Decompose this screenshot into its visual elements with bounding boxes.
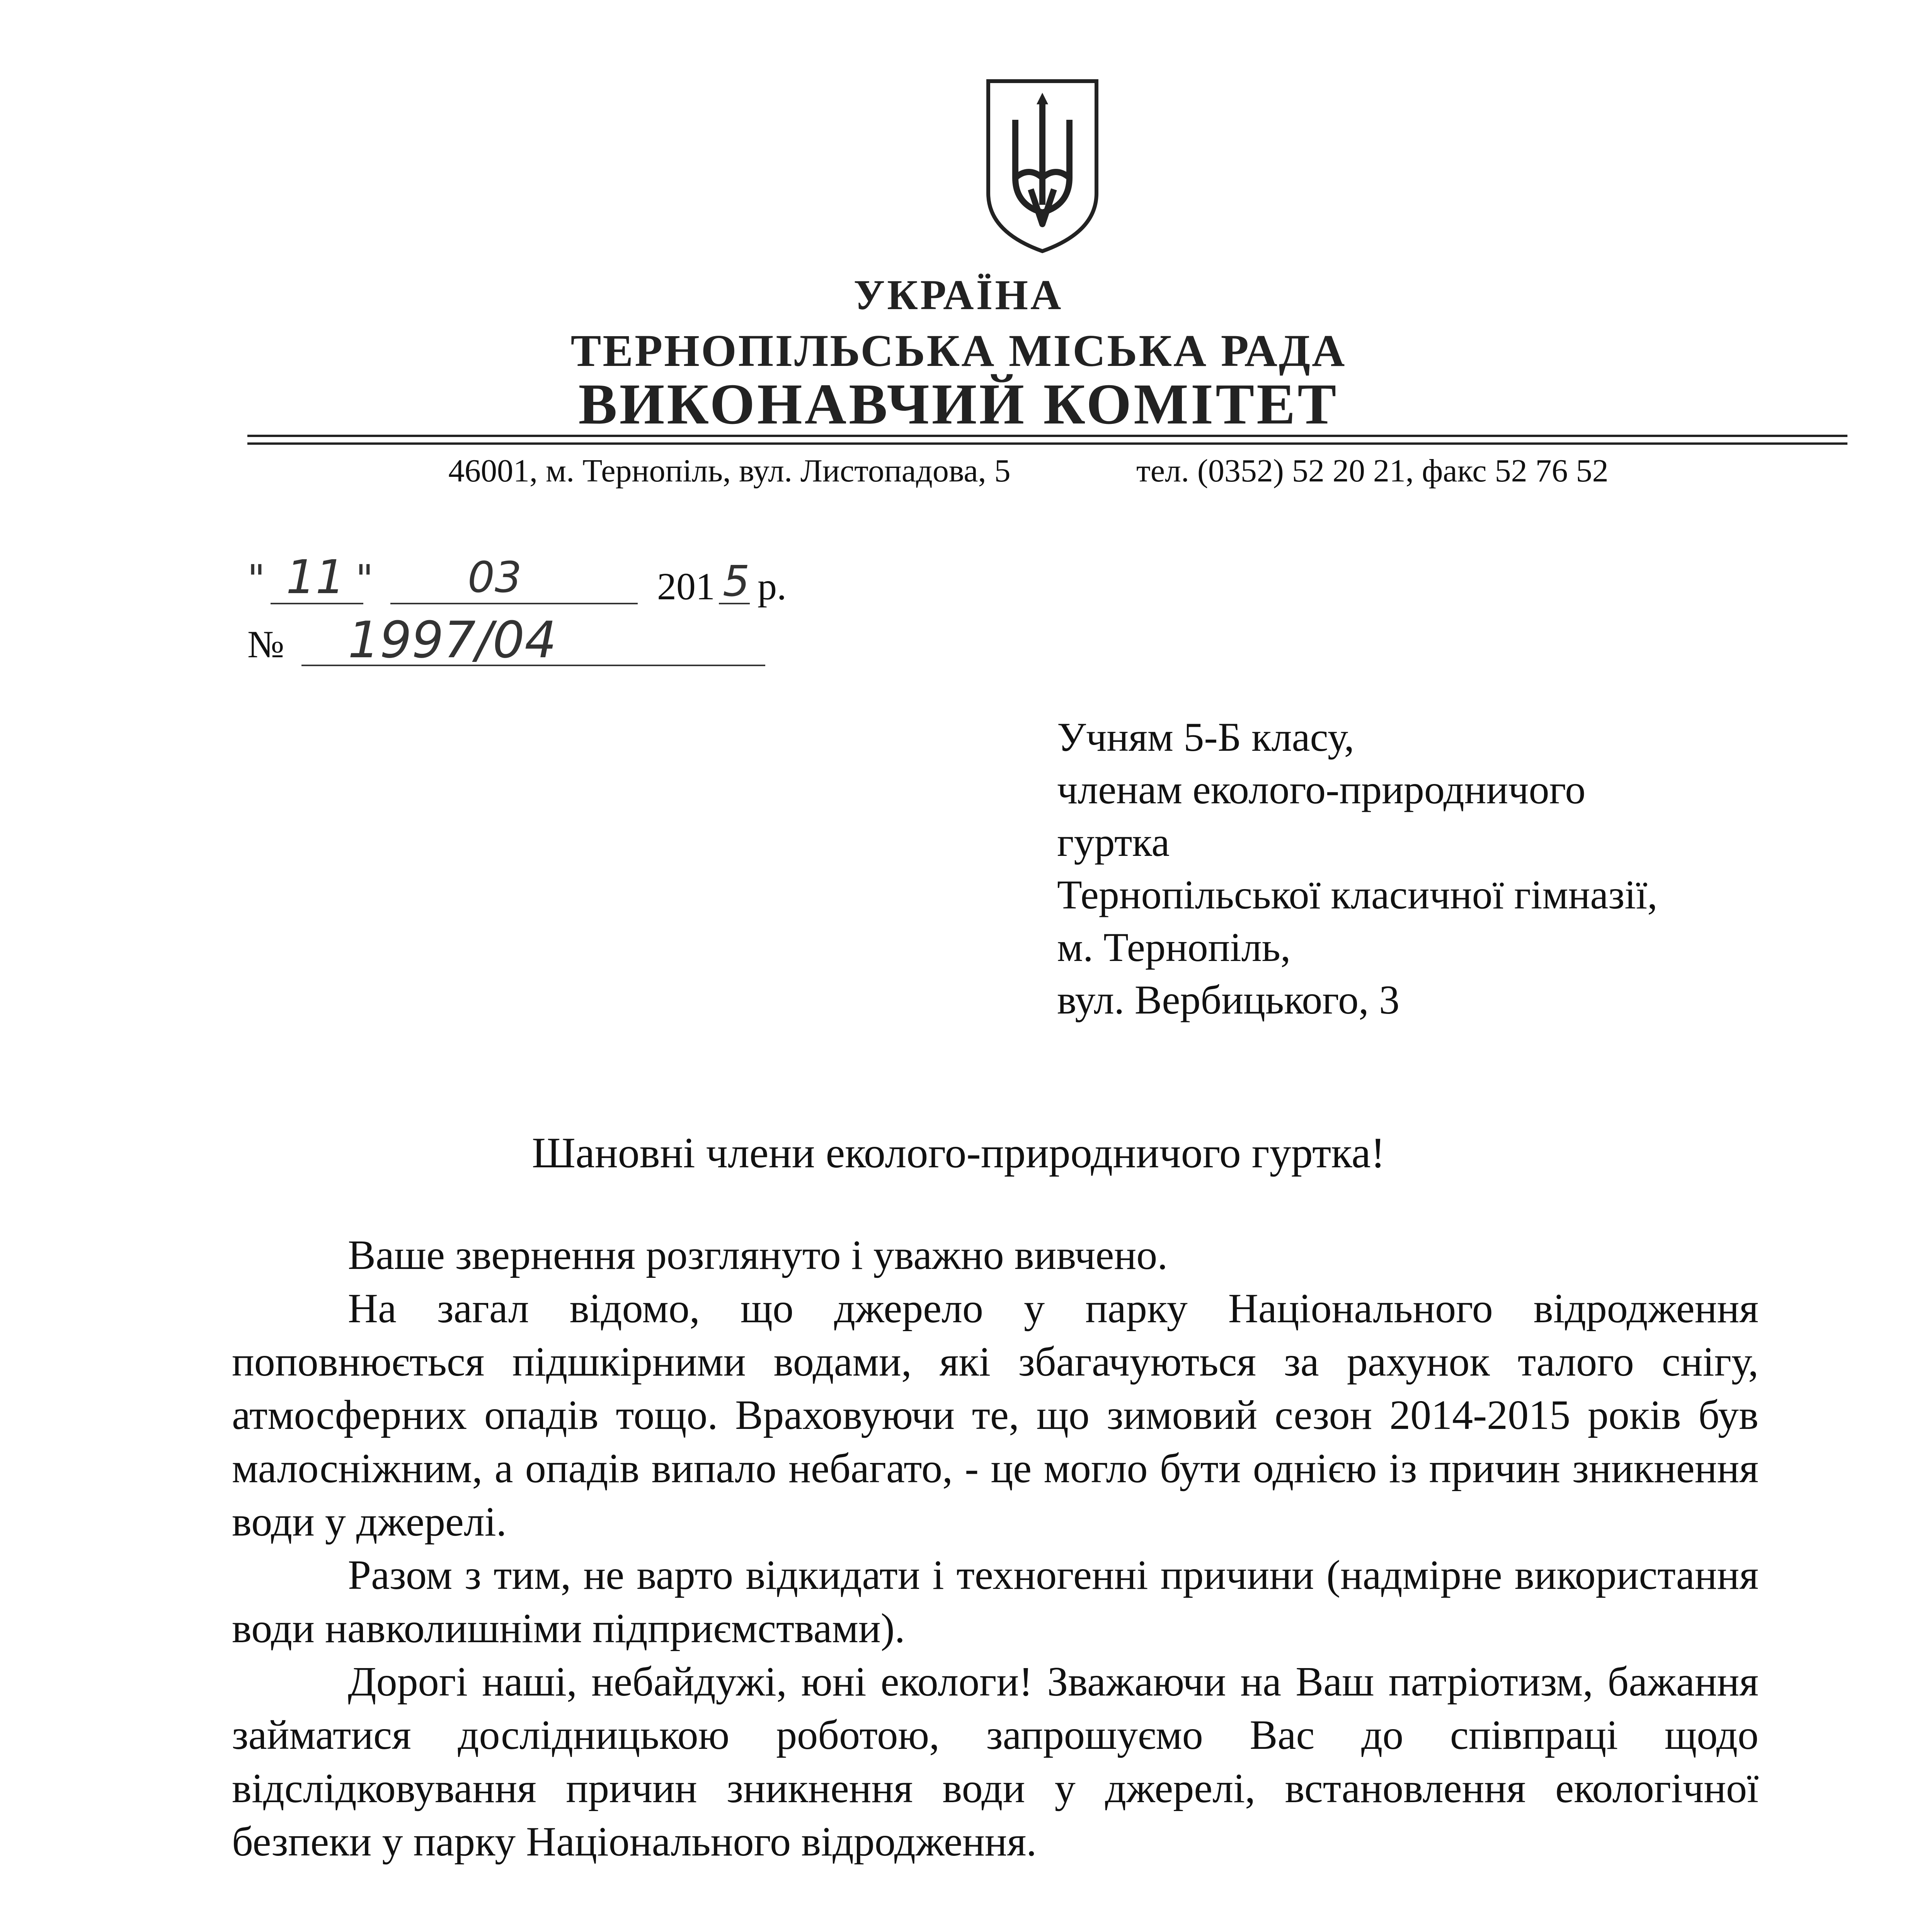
body-paragraph: Ваше звернення розглянуто і уважно вивчено. xyxy=(348,1232,1168,1278)
year-underline xyxy=(719,603,750,604)
date-year-suffix: р. xyxy=(758,565,787,608)
header-divider xyxy=(247,442,1847,445)
recipient-block xyxy=(1057,711,1658,1026)
month-underline xyxy=(390,603,638,604)
number-sign: № xyxy=(247,623,284,666)
header-divider xyxy=(247,435,1847,437)
recipient-line: Тернопільської класичної гімназії, xyxy=(1057,872,1658,917)
number-underline xyxy=(301,665,765,666)
recipient-line: м. Тернопіль, xyxy=(1057,925,1291,970)
greeting: Шановні члени еколого-природничого гуртка! xyxy=(532,1129,1385,1177)
recipient-line: вул. Вербицького, 3 xyxy=(1057,977,1400,1022)
date-year-prefix: 201 xyxy=(657,565,715,608)
body-paragraph: На загал відомо, що джерело у парку Національного відродження поповнюється підшкірними водами, які збагачуються за рахунок талого снігу, атмосферних опадів тощо. Враховуючи те, що зимовий сезон 2014-2015 років був малосніжним, а опадів випало небагато, - це могло бути однією із причин зникнення води у джерелі. xyxy=(232,1286,1759,1545)
date-month: 03 xyxy=(468,553,522,602)
day-underline xyxy=(271,603,363,604)
date-year-digit: 5 xyxy=(723,556,750,606)
date-quote-open: " xyxy=(247,556,265,602)
letter-body xyxy=(232,1229,1759,1869)
body-paragraph: Разом з тим, не варто відкидати і техногенні причини (надмірне використання води навколишніми підприємствами). xyxy=(232,1552,1759,1651)
office-address: 46001, м. Тернопіль, вул. Листопадова, 5 xyxy=(448,453,1011,489)
recipient-line: гуртка xyxy=(1057,820,1170,865)
body-paragraph: Дорогі наші, небайдужі, юні екологи! Зважаючи на Ваш патріотизм, бажання займатися дослідницькою роботою, запрошуємо Вас до співпраці щодо відслідковування причин зникнення води у джерелі, встановлення екологічної безпеки у парку Національного відродження. xyxy=(232,1659,1759,1865)
country-heading: УКРАЇНА xyxy=(853,271,1064,318)
document-number: 1997/04 xyxy=(348,611,557,669)
committee-heading: ВИКОНАВЧИЙ КОМІТЕТ xyxy=(578,372,1339,436)
date-day: 11 xyxy=(286,551,345,604)
date-quote-close: " xyxy=(356,556,373,602)
council-heading: ТЕРНОПІЛЬСЬКА МІСЬКА РАДА xyxy=(570,325,1347,376)
recipient-line: членам еколого-природничого xyxy=(1057,767,1586,812)
coat-of-arms-icon xyxy=(981,77,1104,255)
office-phone-fax: тел. (0352) 52 20 21, факс 52 76 52 xyxy=(1136,453,1609,489)
recipient-line: Учням 5-Б класу, xyxy=(1057,714,1355,760)
